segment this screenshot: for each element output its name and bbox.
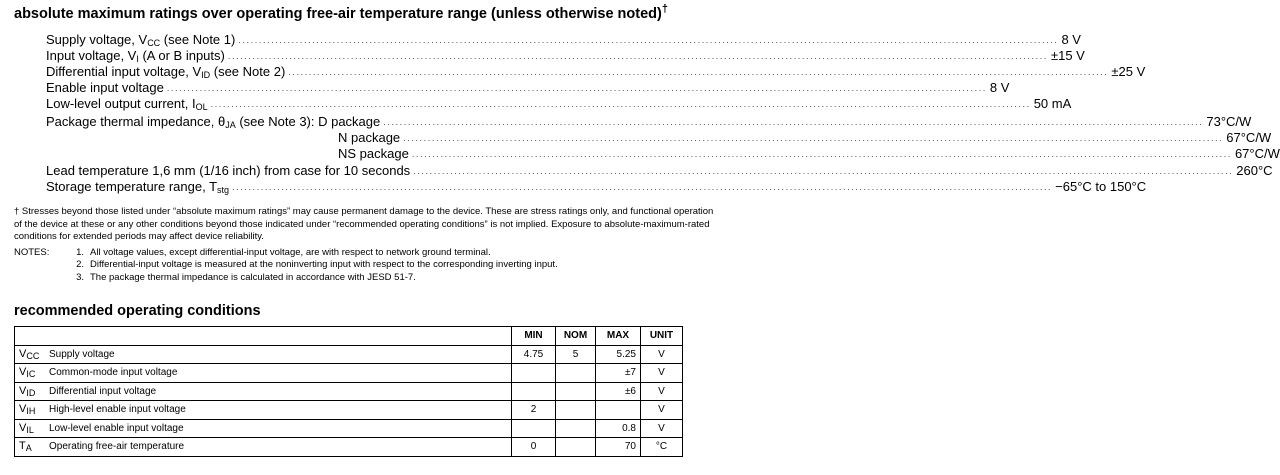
parameter-cell: Low-level enable input voltage <box>45 419 512 438</box>
rating-row <box>46 114 1252 130</box>
leader-dots: ........................................................................................................................................................................................................ <box>210 99 1031 109</box>
max-cell: ±7 <box>596 364 641 383</box>
leader-dots: ........................................................................................................................................................................................................ <box>413 166 1234 176</box>
rating-label: Lead temperature 1,6 mm (1/16 inch) from case for 10 seconds <box>46 163 411 178</box>
symbol-cell: $V_{IL}$ <box>15 419 46 438</box>
section-title: recommended operating conditions <box>14 303 261 319</box>
col-unit: UNIT <box>641 327 683 346</box>
rating-row <box>46 179 1147 195</box>
rating-value: 8 V <box>1061 32 1081 47</box>
table-row <box>15 364 683 383</box>
rating-value: 50 mA <box>1033 96 1072 111</box>
max-cell: 70 <box>596 438 641 457</box>
rating-row <box>46 32 1081 48</box>
col-max: MAX <box>596 327 641 346</box>
unit-cell: V <box>641 382 683 401</box>
leader-dots: ........................................................................................................................................................................................................ <box>383 117 1204 127</box>
rating-row <box>46 96 1072 112</box>
dagger-mark: † <box>661 3 668 15</box>
nom-cell <box>556 382 596 401</box>
leader-dots: ........................................................................................................................................................................................................ <box>227 51 1048 61</box>
min-cell: 0 <box>512 438 556 457</box>
table-row <box>15 382 683 401</box>
leader-dots: ........................................................................................................................................................................................................ <box>166 83 987 93</box>
operating-conditions-table <box>14 326 683 457</box>
nom-cell <box>556 401 596 420</box>
note-num: 2. <box>76 259 84 271</box>
nom-cell <box>556 364 596 383</box>
max-cell: 0.8 <box>596 419 641 438</box>
rating-label: Differential input voltage, $V_{ID}$ (see Note 2) <box>46 64 286 80</box>
unit-cell: V <box>641 419 683 438</box>
rating-row <box>46 130 1272 146</box>
rating-row <box>46 146 1280 162</box>
rating-row <box>46 48 1085 64</box>
min-cell: 4.75 <box>512 345 556 364</box>
rating-label: Enable input voltage <box>46 80 164 95</box>
title-text: absolute maximum ratings over operating free-air temperature range (unless otherwise noted) <box>14 5 662 22</box>
leader-dots: ........................................................................................................................................................................................................ <box>288 67 1109 77</box>
rating-row <box>46 163 1273 179</box>
nom-cell <box>556 438 596 457</box>
symbol-cell: $T_A$ <box>15 438 46 457</box>
max-cell <box>596 401 641 420</box>
parameter-cell: High-level enable input voltage <box>45 401 512 420</box>
page-title <box>14 3 668 22</box>
parameter-cell: Supply voltage <box>45 345 512 364</box>
col-nom: NOM <box>556 327 596 346</box>
rating-label: Supply voltage, $V_{CC}$ (see Note 1) <box>46 32 236 48</box>
rating-label: N package <box>338 130 401 145</box>
max-cell: 5.25 <box>596 345 641 364</box>
notes <box>14 247 714 284</box>
rating-value: ±25 V <box>1111 64 1146 79</box>
rating-row <box>46 80 1010 96</box>
rating-value: 67°C/W <box>1226 130 1272 145</box>
rating-value: 67°C/W <box>1234 146 1280 161</box>
rating-label: Package thermal impedance, $\theta_{JA}$ (see Note 3): D package <box>46 114 381 130</box>
note-num: 3. <box>76 271 84 283</box>
footnote: † Stresses beyond those listed under “absolute maximum ratings” may cause permanent damage to the device. These are stress ratings only, and functional operation of the device at these or any other conditions beyond those indicated under “recommended operating conditions” is not implied. Exposure to absolute-maximum-rated conditions for extended periods may affect device reliability. <box>14 206 714 242</box>
min-cell <box>512 419 556 438</box>
table-row <box>15 401 683 420</box>
leader-dots: ........................................................................................................................................................................................................ <box>411 149 1232 159</box>
table-row <box>15 438 683 457</box>
parameter-cell: Operating free-air temperature <box>45 438 512 457</box>
table-row <box>15 419 683 438</box>
rating-label: Storage temperature range, $T_{stg}$ <box>46 179 230 195</box>
note-text: The package thermal impedance is calculated in accordance with JESD 51-7. <box>90 271 416 283</box>
nom-cell <box>556 419 596 438</box>
unit-cell: °C <box>641 438 683 457</box>
table-row <box>15 345 683 364</box>
nom-cell: 5 <box>556 345 596 364</box>
unit-cell: V <box>641 364 683 383</box>
rating-value: 260°C <box>1236 163 1273 178</box>
rating-label: Input voltage, $V_I$ (A or B inputs) <box>46 48 225 64</box>
notes-label: NOTES: <box>14 247 50 258</box>
parameter-cell: Differential input voltage <box>45 382 512 401</box>
leader-dots: ........................................................................................................................................................................................................ <box>232 182 1053 192</box>
max-cell: ±6 <box>596 382 641 401</box>
symbol-cell: $V_{IC}$ <box>15 364 46 383</box>
leader-dots: ........................................................................................................................................................................................................ <box>403 133 1224 143</box>
unit-cell: V <box>641 401 683 420</box>
col-min: MIN <box>512 327 556 346</box>
rating-label: NS package <box>338 146 409 161</box>
rating-value: −65°C to 150°C <box>1055 179 1147 194</box>
min-cell: 2 <box>512 401 556 420</box>
note-text: Differential-input voltage is measured at the noninverting input with respect to the corresponding inverting input. <box>90 259 558 271</box>
leader-dots: ........................................................................................................................................................................................................ <box>238 35 1059 45</box>
rating-value: ±15 V <box>1050 48 1085 63</box>
unit-cell: V <box>641 345 683 364</box>
min-cell <box>512 364 556 383</box>
rating-row <box>46 64 1146 80</box>
symbol-cell: $V_{ID}$ <box>15 382 46 401</box>
note-text: All voltage values, except differential-input voltage, are with respect to network ground terminal. <box>90 247 491 258</box>
symbol-cell: $V_{CC}$ <box>15 345 46 364</box>
min-cell <box>512 382 556 401</box>
note-num: 1. <box>76 247 84 258</box>
parameter-cell: Common-mode input voltage <box>45 364 512 383</box>
symbol-cell: $V_{IH}$ <box>15 401 46 420</box>
rating-label: Low-level output current, $I_{OL}$ <box>46 96 208 112</box>
rating-value: 8 V <box>989 80 1010 95</box>
rating-value: 73°C/W <box>1206 114 1252 129</box>
table-header-row <box>15 327 683 346</box>
